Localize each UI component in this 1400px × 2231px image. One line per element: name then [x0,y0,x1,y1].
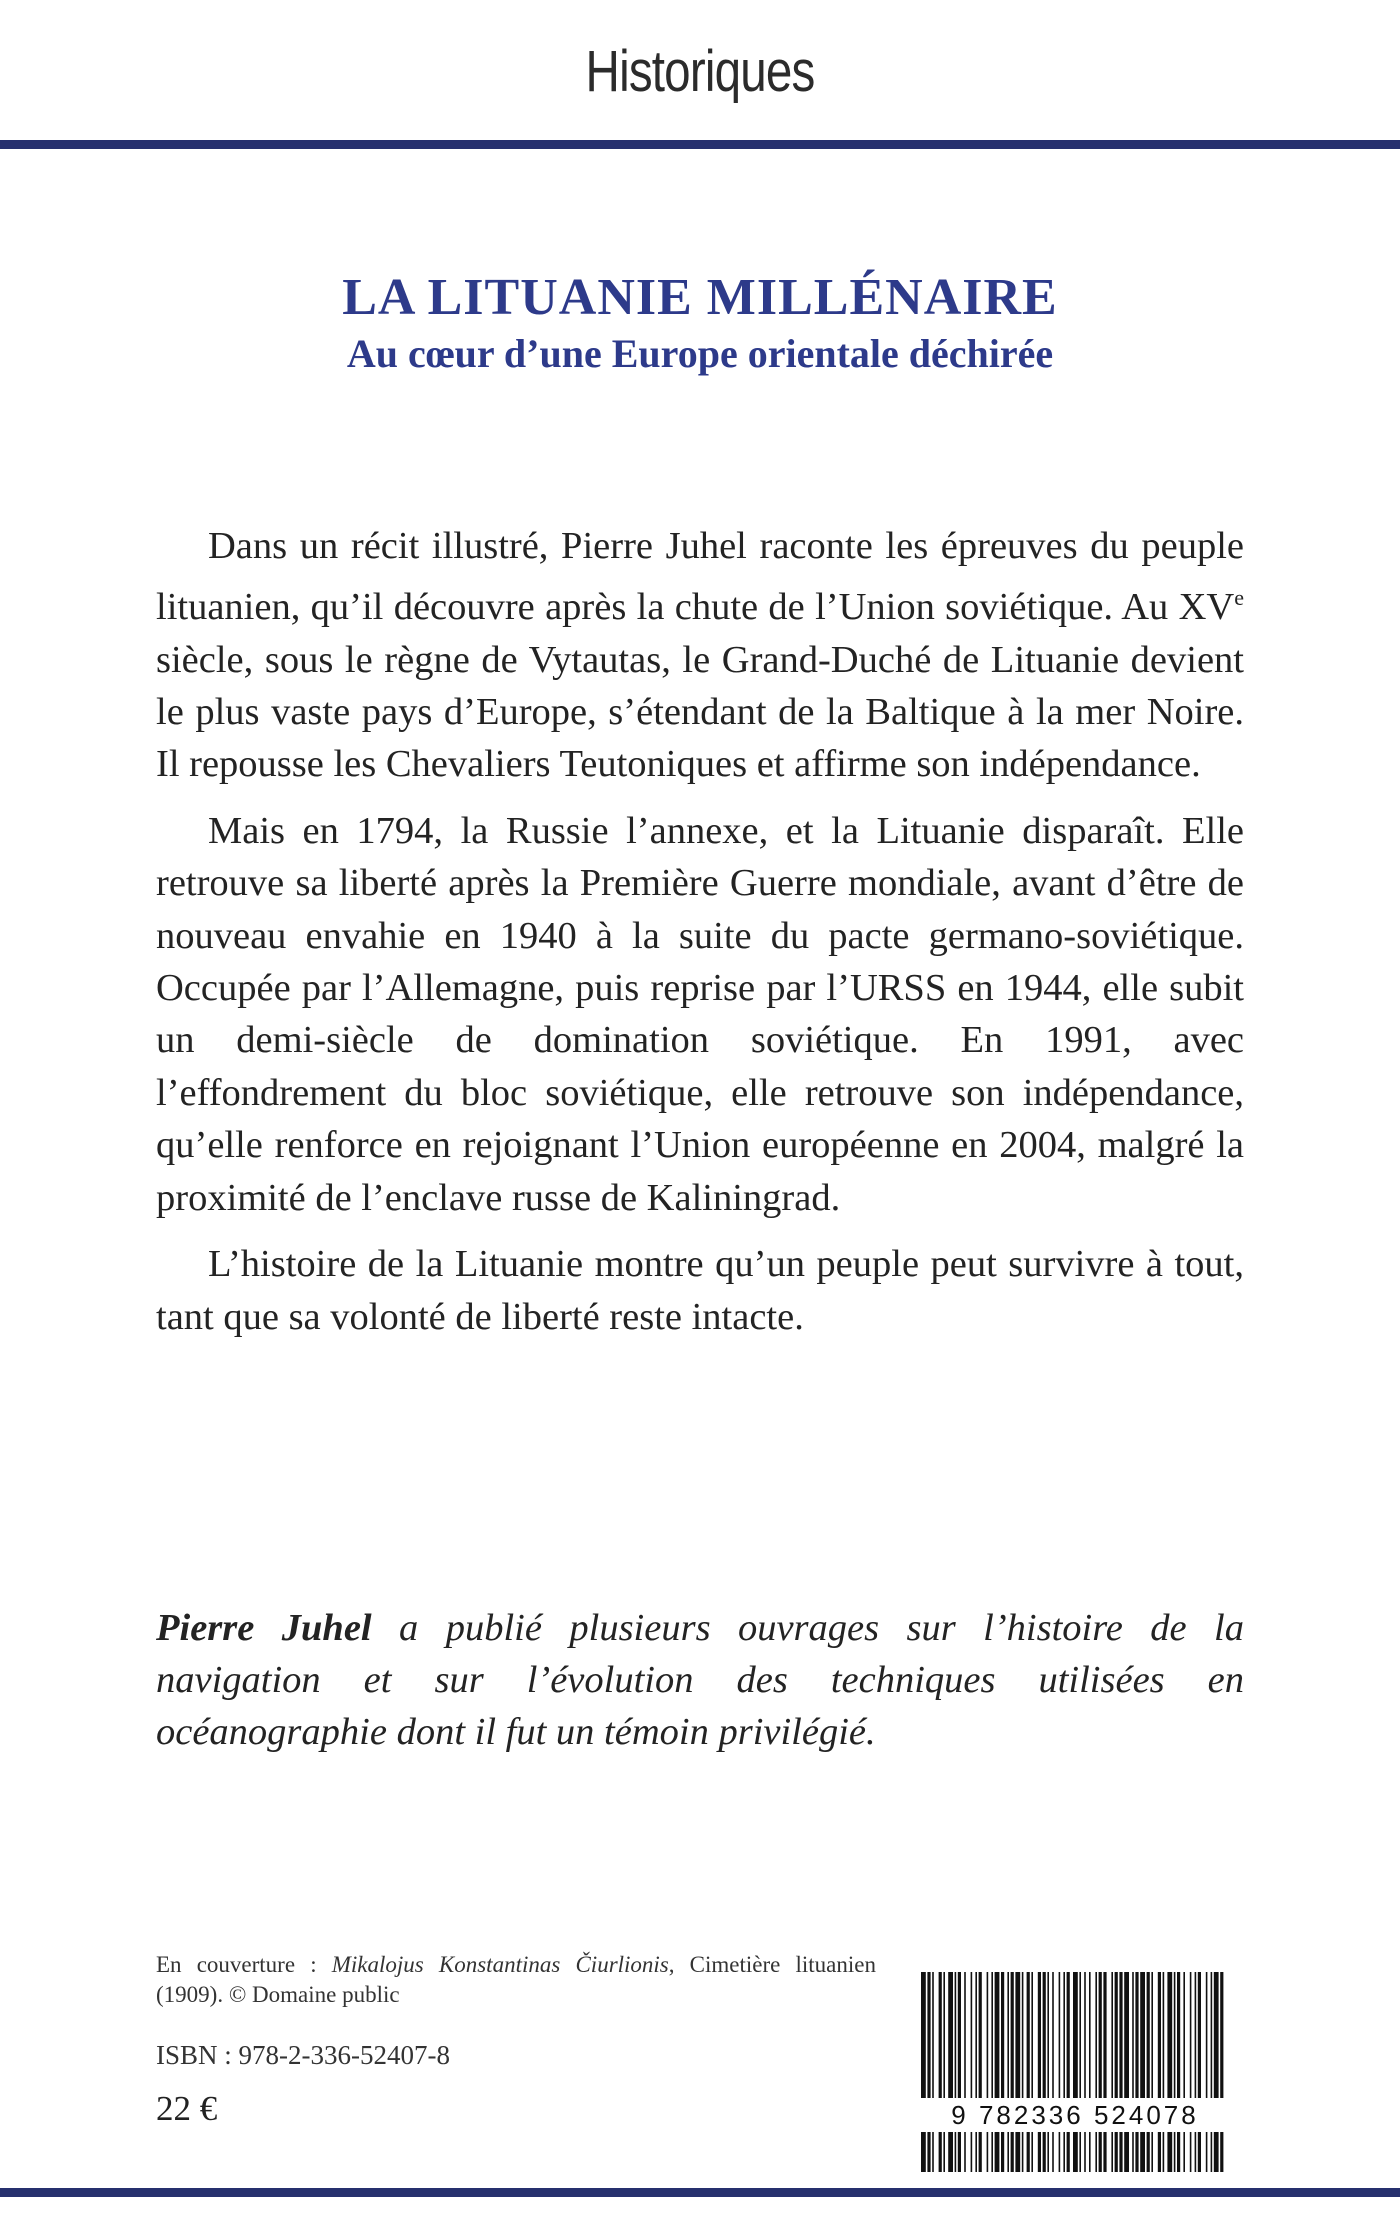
blurb-paragraph-1: Dans un récit illustré, Pierre Juhel raconte les épreuves du peuple lituanien, qu’il découvre après la chute de l’Union soviétique. Au XVe siècle, sous le règne de Vytautas, le Grand-Duché de Lituanie devient le plus vaste pays d’Europe, s’étendant de la Baltique à la mer Noire. Il repousse les Chevaliers Teutoniques et affirme son indépendance. [156,525,1244,786]
book-title: LA LITUANIE MILLÉNAIRE [342,269,1058,326]
barcode-bar [1183,1972,1185,2172]
barcode-bar [955,1972,957,2172]
author-name: Pierre Juhel [156,1607,372,1649]
barcode-bar [1067,1972,1070,2172]
barcode-bar [1195,1972,1197,2172]
barcode-bar [939,1972,942,2172]
barcode-bar [1140,1972,1145,2172]
barcode-bar [1073,1972,1078,2172]
barcode-bar [1214,1972,1219,2172]
barcode-bar [1167,1972,1172,2172]
blurb-paragraph-2: Mais en 1794, la Russie l’annexe, et la Lituanie disparaît. Elle retrouve sa liberté après la Première Guerre mondiale, avant d’être de nouveau envahie en 1940 à la suite du pacte germano-soviétique. Occupée par l’Allemagne, puis reprise par l’URSS en 1944, elle subit un demi-siècle de domination soviétique. En 1991, avec l’effondrement du bloc soviétique, elle retrouve son indépendance, qu’elle renforce en rejoignant l’Union européenne en 2004, malgré la proximité de l’enclave russe de Kaliningrad. [156,809,1244,1219]
barcode-bar [1031,1972,1033,2172]
barcode-bar [1063,1972,1065,2172]
barcode-bar [958,1972,961,2172]
barcode-bar [1099,1972,1102,2172]
barcode-bar [1007,1972,1009,2172]
barcode-bar [1174,1972,1176,2172]
barcode-bar [1147,1972,1150,2172]
barcode-bar [1047,1972,1049,2172]
barcode-bar [971,1972,973,2172]
barcode-bar [932,1972,934,2172]
barcode-bar [1095,1972,1097,2172]
barcode-bar [1027,1972,1030,2172]
blurb [156,520,1244,1357]
barcode-bar [987,1972,989,2172]
barcode-bar [1022,1972,1024,2172]
barcode-bar [1211,1972,1213,2172]
barcode-bar [1103,1972,1106,2172]
author-bio: Pierre Juhel a publié plusieurs ouvrages sur l’histoire de la navigation et sur l’évolution des techniques utilisées en océanographie dont il fut un témoin privilégié. [156,1607,1244,1753]
barcode-bar [921,1972,926,2172]
blurb-paragraph-3: L’histoire de la Lituanie montre qu’un peuple peut survivre à tout, tant que sa volonté de liberté reste intacte. [156,1243,1244,1338]
barcode-bar [1011,1972,1014,2172]
barcode-bar [1151,1972,1153,2172]
barcode-bar [1115,1972,1118,2172]
barcode-bar [964,1972,966,2172]
barcode [915,1972,1235,2172]
book-subtitle: Au cœur d’une Europe orientale déchirée [346,331,1054,376]
barcode-bar [995,1972,1000,2172]
barcode-bar [1111,1972,1113,2172]
bottom-rule [0,2188,1400,2197]
barcode-digits: 9 782336 524078 [915,2098,1235,2132]
barcode-bar [1001,1972,1004,2172]
barcode-bar [1206,1972,1208,2172]
price: 22 € [156,2089,218,2128]
barcode-bar [1119,1972,1122,2172]
barcode-bar [975,1972,977,2172]
barcode-bar [1015,1972,1020,2172]
barcode-bar [1190,1972,1192,2172]
barcode-bar [1059,1972,1061,2172]
barcode-bar [1038,1972,1041,2172]
barcode-bar [1124,1972,1129,2172]
barcode-bar [1052,1972,1054,2172]
barcode-bar [1089,1972,1091,2172]
barcode-bar [1084,1972,1086,2172]
barcode-bar [1079,1972,1081,2172]
barcode-bar [1198,1972,1201,2172]
isbn: ISBN : 978-2-336-52407-8 [156,2040,450,2070]
cover-credit: En couverture : Mikalojus Konstantinas Čiurlionis, Cimetière lituanien (1909). © Domaine public [156,1952,876,2007]
barcode-bar [927,1972,930,2172]
barcode-bar [1220,1972,1223,2172]
barcode-bar [1135,1972,1138,2172]
barcode-bar [948,1972,953,2172]
barcode-bar [1132,1972,1134,2172]
barcode-bar [1177,1972,1180,2172]
top-rule [0,140,1400,149]
barcode-bar [1163,1972,1165,2172]
collection-name: Historiques [585,39,815,104]
barcode-bar [991,1972,993,2172]
barcode-bar [1158,1972,1161,2172]
barcode-bar [943,1972,945,2172]
barcode-bar [1043,1972,1046,2172]
barcode-bar [979,1972,982,2172]
